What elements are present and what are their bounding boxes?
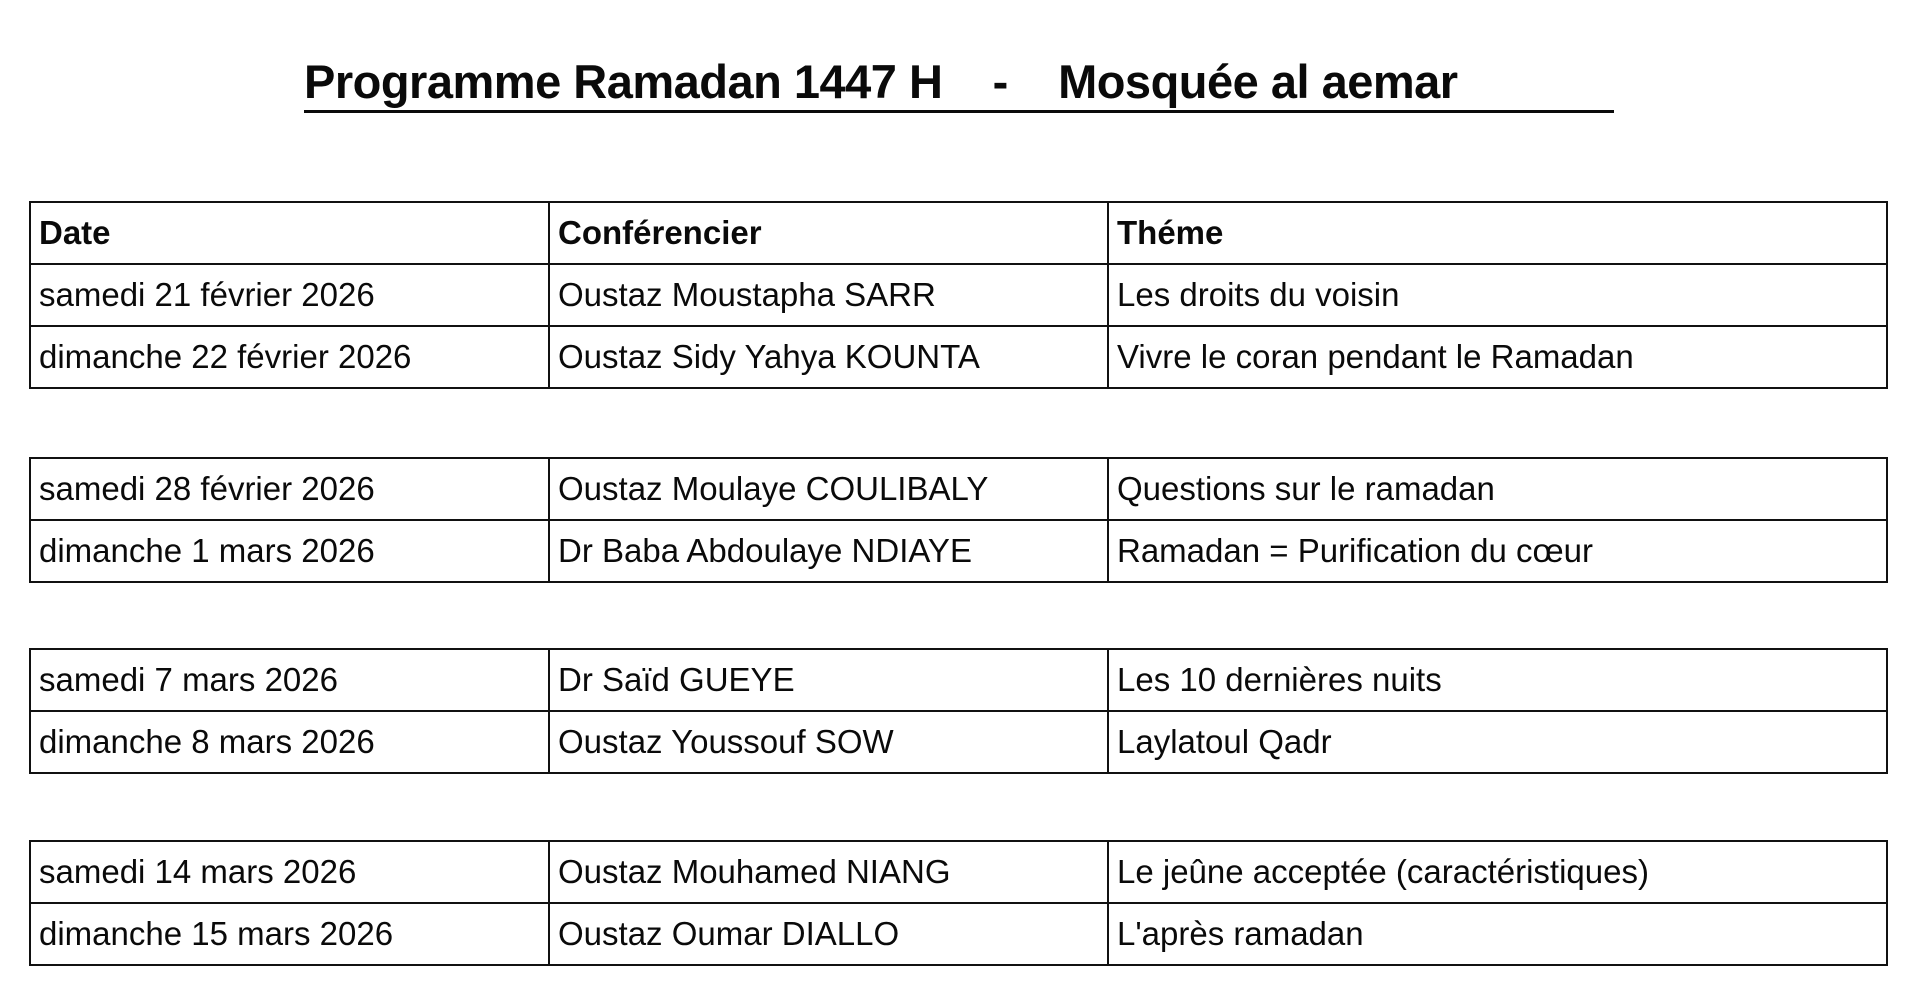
page-title: Programme Ramadan 1447 H - Mosquée al aemar	[304, 55, 1458, 108]
table-row	[30, 458, 1887, 520]
schedule-block-1	[29, 201, 1888, 389]
header-theme: Théme	[1108, 202, 1887, 264]
cell-theme: Le jeûne acceptée (caractéristiques)	[1108, 841, 1887, 903]
cell-speaker: Dr Saïd GUEYE	[549, 649, 1108, 711]
table-row	[30, 903, 1887, 965]
cell-date: samedi 14 mars 2026	[30, 841, 549, 903]
cell-speaker: Dr Baba Abdoulaye NDIAYE	[549, 520, 1108, 582]
cell-date: dimanche 22 février 2026	[30, 326, 549, 388]
table-row	[30, 649, 1887, 711]
cell-speaker: Oustaz Oumar DIALLO	[549, 903, 1108, 965]
cell-date: samedi 28 février 2026	[30, 458, 549, 520]
schedule-block-3	[29, 648, 1888, 774]
cell-speaker: Oustaz Sidy Yahya KOUNTA	[549, 326, 1108, 388]
cell-theme: Les droits du voisin	[1108, 264, 1887, 326]
table-header-row	[30, 202, 1887, 264]
title-underline	[304, 110, 1614, 113]
cell-date: dimanche 1 mars 2026	[30, 520, 549, 582]
cell-theme: Laylatoul Qadr	[1108, 711, 1887, 773]
cell-speaker: Oustaz Mouhamed NIANG	[549, 841, 1108, 903]
cell-theme: Vivre le coran pendant le Ramadan	[1108, 326, 1887, 388]
cell-speaker: Oustaz Youssouf SOW	[549, 711, 1108, 773]
table-row	[30, 841, 1887, 903]
cell-date: dimanche 8 mars 2026	[30, 711, 549, 773]
cell-date: dimanche 15 mars 2026	[30, 903, 549, 965]
table-row	[30, 520, 1887, 582]
cell-theme: Questions sur le ramadan	[1108, 458, 1887, 520]
cell-theme: Ramadan = Purification du cœur	[1108, 520, 1887, 582]
cell-date: samedi 7 mars 2026	[30, 649, 549, 711]
header-date: Date	[30, 202, 549, 264]
cell-theme: Les 10 dernières nuits	[1108, 649, 1887, 711]
header-speaker: Conférencier	[549, 202, 1108, 264]
table-row	[30, 264, 1887, 326]
cell-speaker: Oustaz Moustapha SARR	[549, 264, 1108, 326]
schedule-block-4	[29, 840, 1888, 966]
table-row	[30, 326, 1887, 388]
cell-speaker: Oustaz Moulaye COULIBALY	[549, 458, 1108, 520]
cell-theme: L'après ramadan	[1108, 903, 1887, 965]
table-row	[30, 711, 1887, 773]
cell-date: samedi 21 février 2026	[30, 264, 549, 326]
schedule-block-2	[29, 457, 1888, 583]
